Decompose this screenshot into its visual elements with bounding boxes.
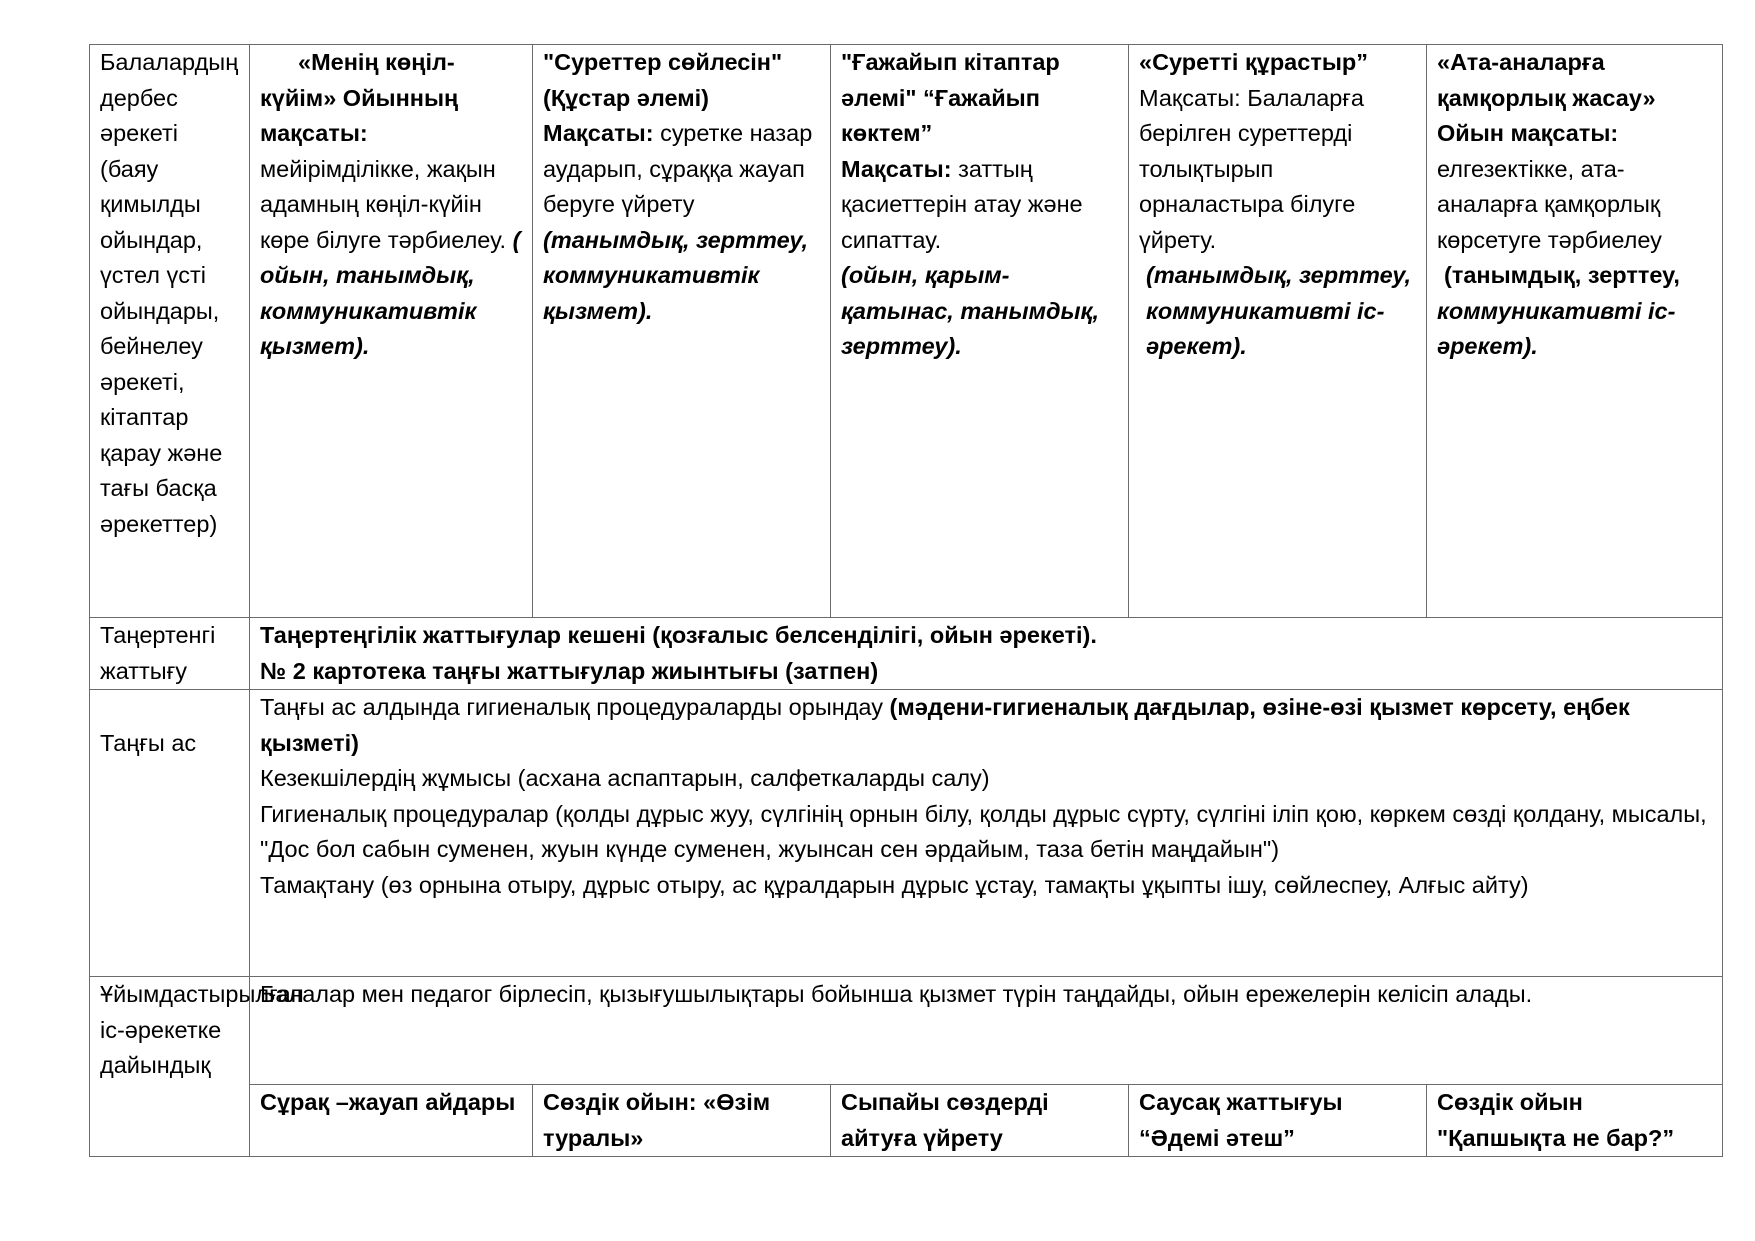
row-label-breakfast: Таңғы ас [90, 690, 250, 977]
table-row [90, 690, 1723, 977]
activity-title: "Ғажайып кітаптар әлемі" “Ғажайып көктем” [841, 49, 1060, 146]
row-label-morning-exercise: Таңертенгі жаттығу [90, 618, 250, 690]
activity-title: "Суреттер сөйлесін" (Құстар әлемі) [543, 49, 783, 111]
table-row [90, 977, 1723, 1085]
morning-exercise-line: Таңертеңгілік жаттығулар кешені (қозғалыс белсенділігі, ойын әрекеті). [260, 622, 1097, 648]
breakfast-paragraph: Гигиеналық процедуралар (қолды дұрыс жуу, сүлгінің орнын білу, қолды дұрыс сүрту, сүлгіні іліп қою, көркем сөзді қолдану, мысалы, "Дос бол сабын суменен, жуын күнде суменен, жуынсан сен әрдайым, таза бетін маңдайын") [260, 800, 1707, 862]
daily-plan-table [89, 44, 1723, 1157]
activity-title: «Суретті құрастыр” [1139, 49, 1368, 75]
goal-label: Мақсаты: [543, 120, 654, 146]
table-row [90, 45, 1723, 618]
activity-cell-5 [1427, 45, 1723, 618]
breakfast-paragraph: Тамақтану (өз орнына отыру, дұрыс отыру, ас құралдарын дұрыс ұстау, тамақты ұқыпты ішу, сөйлеспеу, Алғыс айту) [260, 871, 1529, 898]
goal-label: Мақсаты: [841, 155, 952, 182]
activity-goal: заттың қасиеттерін атау және сипаттау. [841, 155, 1083, 253]
preparation-cell-4: Саусақ жаттығуы “Әдемі әтеш” [1129, 1085, 1427, 1157]
preparation-cell-3: Сыпайы сөздерді айтуға үйрету [831, 1085, 1129, 1157]
activity-tags: ( ойын, танымдық, коммуникативтік қызмет). [260, 226, 521, 359]
preparation-cell-5: Сөздік ойын "Қапшықта не бар?” [1427, 1085, 1723, 1157]
morning-exercise-content [250, 618, 1723, 690]
breakfast-paragraph: Таңғы ас алдында гигиеналық процедураларды орындау (мәдени-гигиеналық дағдылар, өзіне-өзі қызмет көрсету, еңбек қызметі) [260, 694, 1630, 756]
activity-goal: суретке назар аударып, сұраққа жауап беруге үйрету [543, 120, 813, 217]
breakfast-content [250, 690, 1723, 977]
breakfast-paragraph: Кезекшілердің жұмысы (асхана аспаптарын, салфеткаларды салу) [260, 765, 990, 791]
preparation-cell-2: Сөздік ойын: «Өзім туралы» [533, 1085, 831, 1157]
table-row [90, 1085, 1723, 1157]
activity-title: «Ата-аналарға қамқорлық жасау» Ойын мақсаты: [1437, 49, 1656, 146]
table-row [90, 618, 1723, 690]
activity-title: «Менің көңіл-күйім» Ойынның мақсаты: [260, 49, 459, 146]
morning-exercise-card: № 2 картотека таңғы жаттығулар жиынтығы (затпен) [260, 657, 879, 684]
preparation-cell-1: Сұрақ –жауап айдары [250, 1085, 533, 1157]
activity-tags: (танымдық, зерттеу, коммуникативті іс-әрекет). [1146, 262, 1412, 359]
activity-cell-4 [1129, 45, 1427, 618]
activity-cell-2 [533, 45, 831, 618]
activity-cell-1 [250, 45, 533, 618]
row-label-preparation: Ұйымдастырылған іс-әрекетке дайындық [90, 977, 250, 1157]
activity-cell-3 [831, 45, 1129, 618]
preparation-intro: Балалар мен педагог бірлесіп, қызығушылықтары бойынша қызмет түрін таңдайды, ойын ережелерін келісіп алады. [250, 977, 1723, 1085]
activity-goal: мейірімділікке, жақын адамның көңіл-күйін көре білуге тәрбиелеу. [260, 155, 507, 253]
activity-goal: елгезектікке, ата-аналарға қамқорлық көрсетуге тәрбиелеу [1437, 155, 1662, 253]
activity-tags: (ойын, қарым-қатынас, танымдық, зерттеу). [841, 262, 1099, 359]
activity-goal: Мақсаты: Балаларға берілген суреттерді толықтырып орналастыра білуге үйрету. [1139, 84, 1364, 253]
row-label-independent-activity: Балалардың дербес әрекеті (баяу қимылды ойындар, үстел үсті ойындары, бейнелеу әрекеті, кітаптар қарау және тағы басқа әрекеттер) [90, 45, 250, 618]
activity-tags: коммуникативті іс-әрекет). [1437, 297, 1676, 359]
activity-tags: (танымдық, зерттеу, коммуникативтік қызмет). [543, 226, 809, 324]
activity-tags-bold: (танымдық, зерттеу, [1444, 262, 1680, 288]
